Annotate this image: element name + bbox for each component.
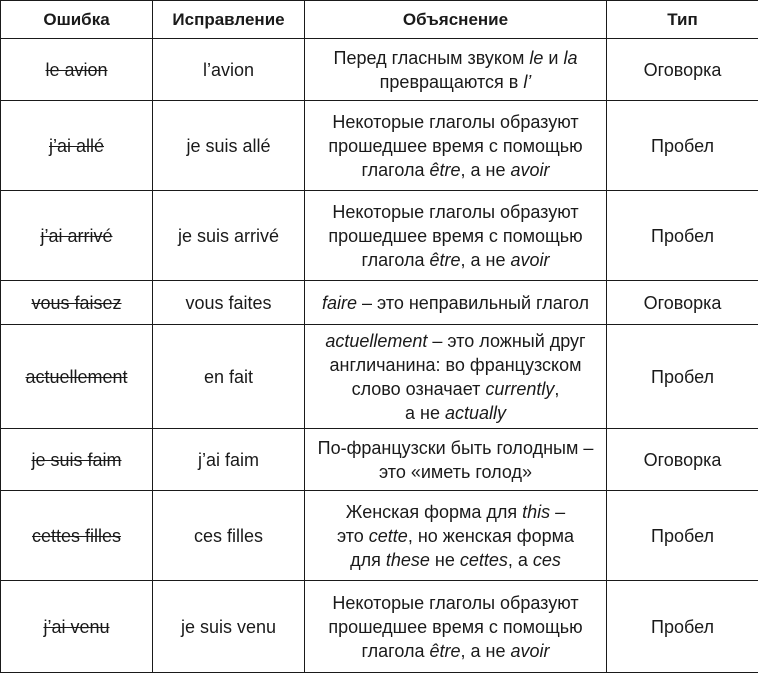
error-text: cettes filles xyxy=(31,525,122,546)
exp-text: а не xyxy=(405,402,445,423)
correction-cell: j’ai faim xyxy=(153,429,305,491)
table-row xyxy=(1,429,758,491)
type-cell: Пробел xyxy=(607,325,758,429)
table-row xyxy=(1,39,758,101)
exp-text: , xyxy=(554,378,560,399)
table-row xyxy=(1,101,758,191)
explanation-cell xyxy=(305,429,607,491)
exp-italic: this xyxy=(522,501,551,522)
type-cell: Оговорка xyxy=(607,429,758,491)
exp-text: для xyxy=(350,549,386,570)
exp-text: глагола xyxy=(361,249,430,270)
exp-italic: cettes xyxy=(459,549,508,570)
type-cell: Оговорка xyxy=(607,39,758,101)
type-cell: Пробел xyxy=(607,581,758,673)
exp-text: это «иметь голод» xyxy=(379,461,532,482)
exp-text: Некоторые глаголы образуют xyxy=(332,111,579,132)
exp-text: Некоторые глаголы образуют xyxy=(332,201,579,222)
exp-italic: avoir xyxy=(510,249,550,270)
exp-text: это xyxy=(336,525,369,546)
exp-italic: ces xyxy=(532,549,561,570)
error-text: le avion xyxy=(45,59,108,80)
exp-text: не xyxy=(429,549,460,570)
exp-text: , а не xyxy=(460,249,511,270)
table-row xyxy=(1,325,758,429)
exp-text: прошедшее время с помощью xyxy=(328,135,583,156)
type-cell: Пробел xyxy=(607,101,758,191)
correction-cell: ces filles xyxy=(153,491,305,581)
exp-italic: l’ xyxy=(523,71,532,92)
exp-italic: these xyxy=(385,549,430,570)
exp-text: , но женская форма xyxy=(407,525,575,546)
error-cell xyxy=(1,281,153,325)
error-cell xyxy=(1,191,153,281)
correction-cell: l’avion xyxy=(153,39,305,101)
correction-cell: en fait xyxy=(153,325,305,429)
exp-text: глагола xyxy=(361,159,430,180)
exp-text: англичанина: во французском xyxy=(329,354,582,375)
exp-text: , а не xyxy=(460,640,511,661)
exp-italic: actuellement xyxy=(325,330,428,351)
exp-italic: faire xyxy=(322,292,358,313)
error-text: actuellement xyxy=(25,366,128,387)
explanation-cell xyxy=(305,581,607,673)
exp-text: – это ложный друг xyxy=(427,330,586,351)
exp-text: Некоторые глаголы образуют xyxy=(332,592,579,613)
error-text: j’ai arrivé xyxy=(40,225,113,246)
exp-italic: currently xyxy=(485,378,555,399)
exp-text: – xyxy=(550,501,566,522)
correction-cell: vous faites xyxy=(153,281,305,325)
explanation-cell xyxy=(305,325,607,429)
exp-italic: être xyxy=(429,159,461,180)
exp-text: , а не xyxy=(460,159,511,180)
exp-italic: actually xyxy=(444,402,506,423)
error-cell xyxy=(1,325,153,429)
table-row xyxy=(1,491,758,581)
exp-text: Перед гласным звуком xyxy=(333,47,530,68)
explanation-cell xyxy=(305,101,607,191)
header-explanation: Объяснение xyxy=(305,1,607,39)
exp-italic: être xyxy=(429,249,461,270)
error-cell xyxy=(1,491,153,581)
exp-text: прошедшее время с помощью xyxy=(328,616,583,637)
exp-text: По-французски быть голодным – xyxy=(317,437,594,458)
header-error: Ошибка xyxy=(1,1,153,39)
exp-text: и xyxy=(543,47,564,68)
error-text: je suis faim xyxy=(31,449,122,470)
explanation-cell xyxy=(305,491,607,581)
explanation-cell xyxy=(305,281,607,325)
error-cell xyxy=(1,101,153,191)
exp-italic: le xyxy=(529,47,544,68)
header-type: Тип xyxy=(607,1,758,39)
exp-text: прошедшее время с помощью xyxy=(328,225,583,246)
exp-italic: avoir xyxy=(510,159,550,180)
error-text: vous faisez xyxy=(31,292,122,313)
exp-text: , а xyxy=(507,549,533,570)
error-cell xyxy=(1,429,153,491)
header-correction: Исправление xyxy=(153,1,305,39)
type-cell: Оговорка xyxy=(607,281,758,325)
exp-italic: la xyxy=(563,47,578,68)
correction-cell: je suis arrivé xyxy=(153,191,305,281)
exp-text: превращаются в xyxy=(379,71,524,92)
error-cell xyxy=(1,39,153,101)
correction-cell: je suis venu xyxy=(153,581,305,673)
exp-text: Женская форма для xyxy=(345,501,523,522)
error-text: j’ai allé xyxy=(48,135,105,156)
table-row xyxy=(1,281,758,325)
explanation-cell xyxy=(305,39,607,101)
explanation-cell xyxy=(305,191,607,281)
exp-text: глагола xyxy=(361,640,430,661)
table-row xyxy=(1,581,758,673)
error-text: j’ai venu xyxy=(43,616,110,637)
exp-italic: avoir xyxy=(510,640,550,661)
exp-text: слово означает xyxy=(351,378,486,399)
header-row xyxy=(1,1,758,39)
type-cell: Пробел xyxy=(607,191,758,281)
error-cell xyxy=(1,581,153,673)
table-row xyxy=(1,191,758,281)
correction-cell: je suis allé xyxy=(153,101,305,191)
type-cell: Пробел xyxy=(607,491,758,581)
exp-italic: être xyxy=(429,640,461,661)
exp-text: – это неправильный глагол xyxy=(357,292,589,313)
exp-italic: cette xyxy=(368,525,408,546)
